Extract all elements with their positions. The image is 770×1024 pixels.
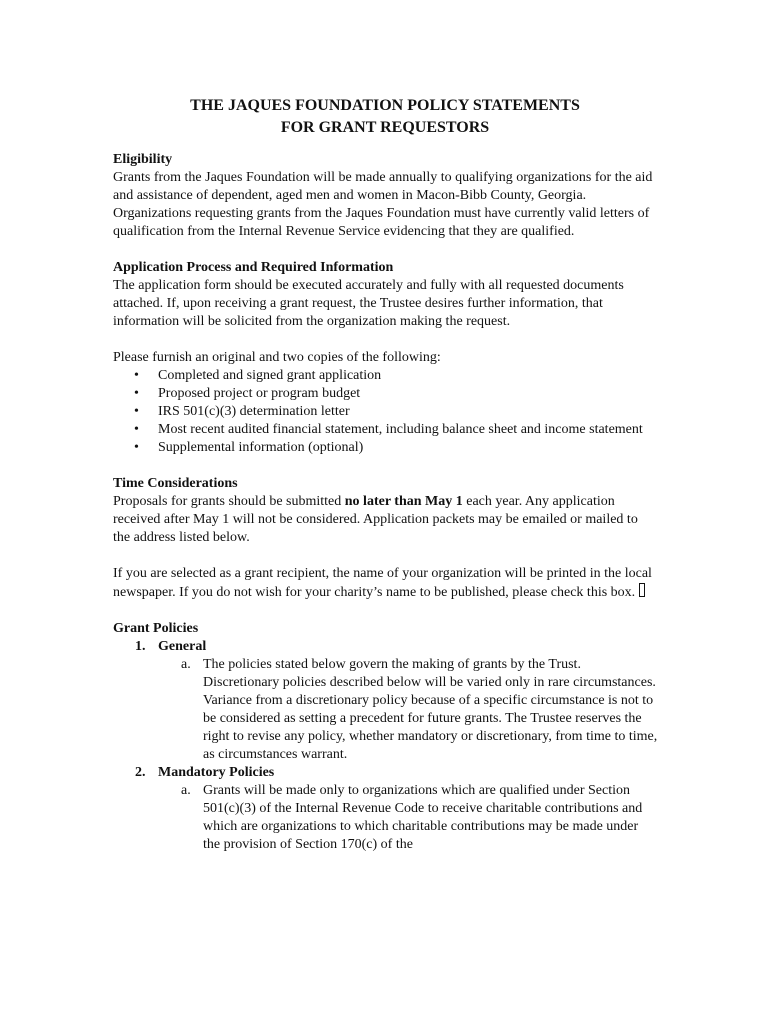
list-item: • Supplemental information (optional) [134,440,364,455]
document-body [113,151,658,854]
policy-section-general: 1. General [135,639,207,654]
required-documents-list [113,367,658,457]
grant-policies-heading: Grant Policies [113,621,199,636]
do-not-publish-checkbox[interactable] [639,583,645,597]
eligibility-paragraph: Grants from the Jaques Foundation will be made annually to qualifying organizations for the aid and assistance of dependent, aged men and women in Macon-Bibb County, Georgia. Organizations requesting grants from the Jaques Foundation must have currently valid letters of qualification from the Internal Revenue Service evidencing that they are qualified. [113,170,653,239]
bullet-icon: • [134,440,139,455]
list-item: • Proposed project or program budget [134,386,361,401]
deadline-text: no later than May 1 [344,494,463,509]
list-item: • Most recent audited financial statement, including balance sheet and income statement [134,422,643,437]
eligibility-heading: Eligibility [113,152,173,167]
bullet-icon: • [134,386,139,401]
bullet-icon: • [134,422,139,437]
bullet-icon: • [134,368,139,383]
publication-notice-paragraph: If you are selected as a grant recipient, the name of your organization will be printed in the local newspaper. If you do not wish for your charity’s name to be published, please check this box. [113,566,652,600]
policy-section-mandatory: 2. Mandatory Policies [135,765,275,780]
bullet-icon: • [134,404,139,419]
document-title-line-1: THE JAQUES FOUNDATION POLICY STATEMENTS [190,97,580,114]
policy-item: a. Grants will be made only to organizations which are qualified under Section 501(c)(3) of the Internal Revenue Code to receive charitable contributions and which are organizations to which charitable contributions may be made under the provision of Section 170(c) of the [181,783,643,852]
document-title-line-2: FOR GRANT REQUESTORS [280,119,490,136]
time-considerations-heading: Time Considerations [113,476,238,491]
time-considerations-paragraph: Proposals for grants should be submitted no later than May 1 each year. Any application received after May 1 will not be considered. Application packets may be emailed or mailed to the address listed below. [113,494,638,545]
list-item: • Completed and signed grant application [134,368,382,383]
application-heading: Application Process and Required Information [113,260,394,275]
furnish-intro: Please furnish an original and two copies of the following: [113,350,441,365]
policy-item: a. The policies stated below govern the making of grants by the Trust. Discretionary policies described below will be varied only in rare circumstances. Variance from a discretionary policy because of a specific circumstance is not to be considered as setting a precedent for future grants. The Trustee reserves the right to revise any policy, whether mandatory or discretionary, from time to time, as circumstances warrant. [181,657,658,762]
application-paragraph: The application form should be executed accurately and fully with all requested documents attached. If, upon receiving a grant request, the Trustee desires further information, that information will be solicited from the organization making the request. [113,278,624,329]
list-item: • IRS 501(c)(3) determination letter [134,404,350,419]
